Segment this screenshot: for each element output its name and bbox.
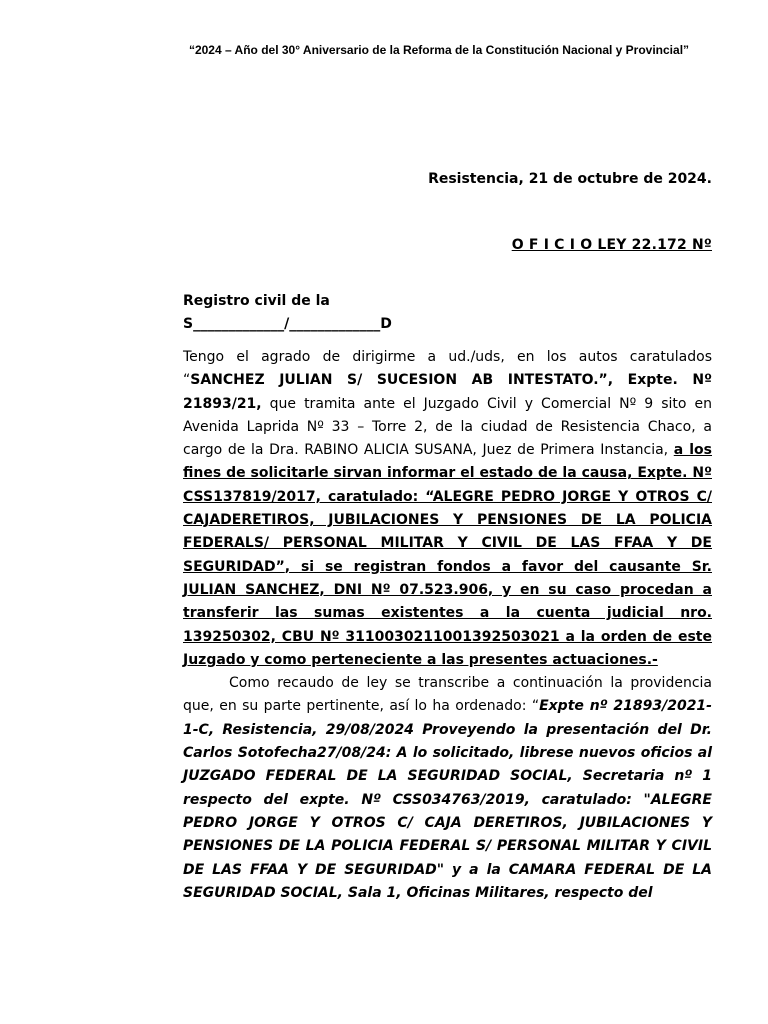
recipient-block [183,290,392,336]
header-motto: “2024 – Año del 30° Aniversario de la Reforma de la Constitución Nacional y Provincial” [188,43,690,57]
paragraph-request-intro: Tengo el agrado de dirigirme a ud./uds, en los autos caratulados “ [183,349,712,389]
recipient-line-2: S_____________/_____________D [183,316,392,332]
date-line: Resistencia, 21 de octubre de 2024. [428,171,712,187]
paragraph-request [183,346,712,672]
court-details: que tramita ante el Juzgado Civil y Comercial Nº 9 sito en Avenida Laprida Nº 33 – Torre 2, de la ciudad de Resistencia Chaco, a cargo de la Dra. RABINO ALICIA SUSANA, Juez de Primera Instancia, [183,395,712,459]
providence-transcript: Expte nº 21893/2021-1-C, Resistencia, 29/08/2024 Proveyendo la presentación del Dr. Carlos Sotofecha27/08/24: A lo solicitado, librese nuevos oficios al JUZGADO FEDERAL DE LA SEGURIDAD SOCIAL, Secretaria nº 1 respecto del expte. Nº CSS034763/2019, caratulado: "ALEGRE PEDRO JORGE Y OTROS C/ CAJA DERETIROS, JUBILACIONES Y PENSIONES DE LA POLICIA FEDERAL S/ PERSONAL MILITAR Y CIVIL DE LAS FFAA Y DE SEGURIDAD" y a la CAMARA FEDERAL DE LA SEGURIDAD SOCIAL, Sala 1, Oficinas Militares, respecto del [183,698,712,901]
document-title: O F I C I O LEY 22.172 Nº [511,237,712,253]
document-body [183,346,712,905]
recipient-line-1: Registro civil de la [183,293,330,309]
request-transfer: , si se registran fondos a favor del causante Sr. JULIAN SANCHEZ, DNI Nº 07.523.906, y en su caso procedan a transferir las sumas existentes a la cuenta judicial nro. 139250302, CBU Nº 3110030211001392503021 a la orden de este Juzgado y como perteneciente a las presentes actuaciones.- [183,558,712,668]
request-main: a los fines de solicitarle sirvan informar el estado de la causa, Expte. Nº CSS137819/2017, caratulado: “ALEGRE PEDRO JORGE Y OTROS C/ CAJADERETIROS, JUBILACIONES Y PENSIONES DE LA POLICIA FEDERALS/ PERSONAL MILITAR Y CIVIL DE LAS FFAA Y DE SEGURIDAD” [183,442,712,575]
paragraph-providence [183,672,712,905]
providence-intro: Como recaudo de ley se transcribe a continuación la providencia que, en su parte pertinente, así lo ha ordenado: “ [183,675,712,715]
case-caption: SANCHEZ JULIAN S/ SUCESION AB INTESTATO.”, Expte. Nº 21893/21, [183,372,712,412]
